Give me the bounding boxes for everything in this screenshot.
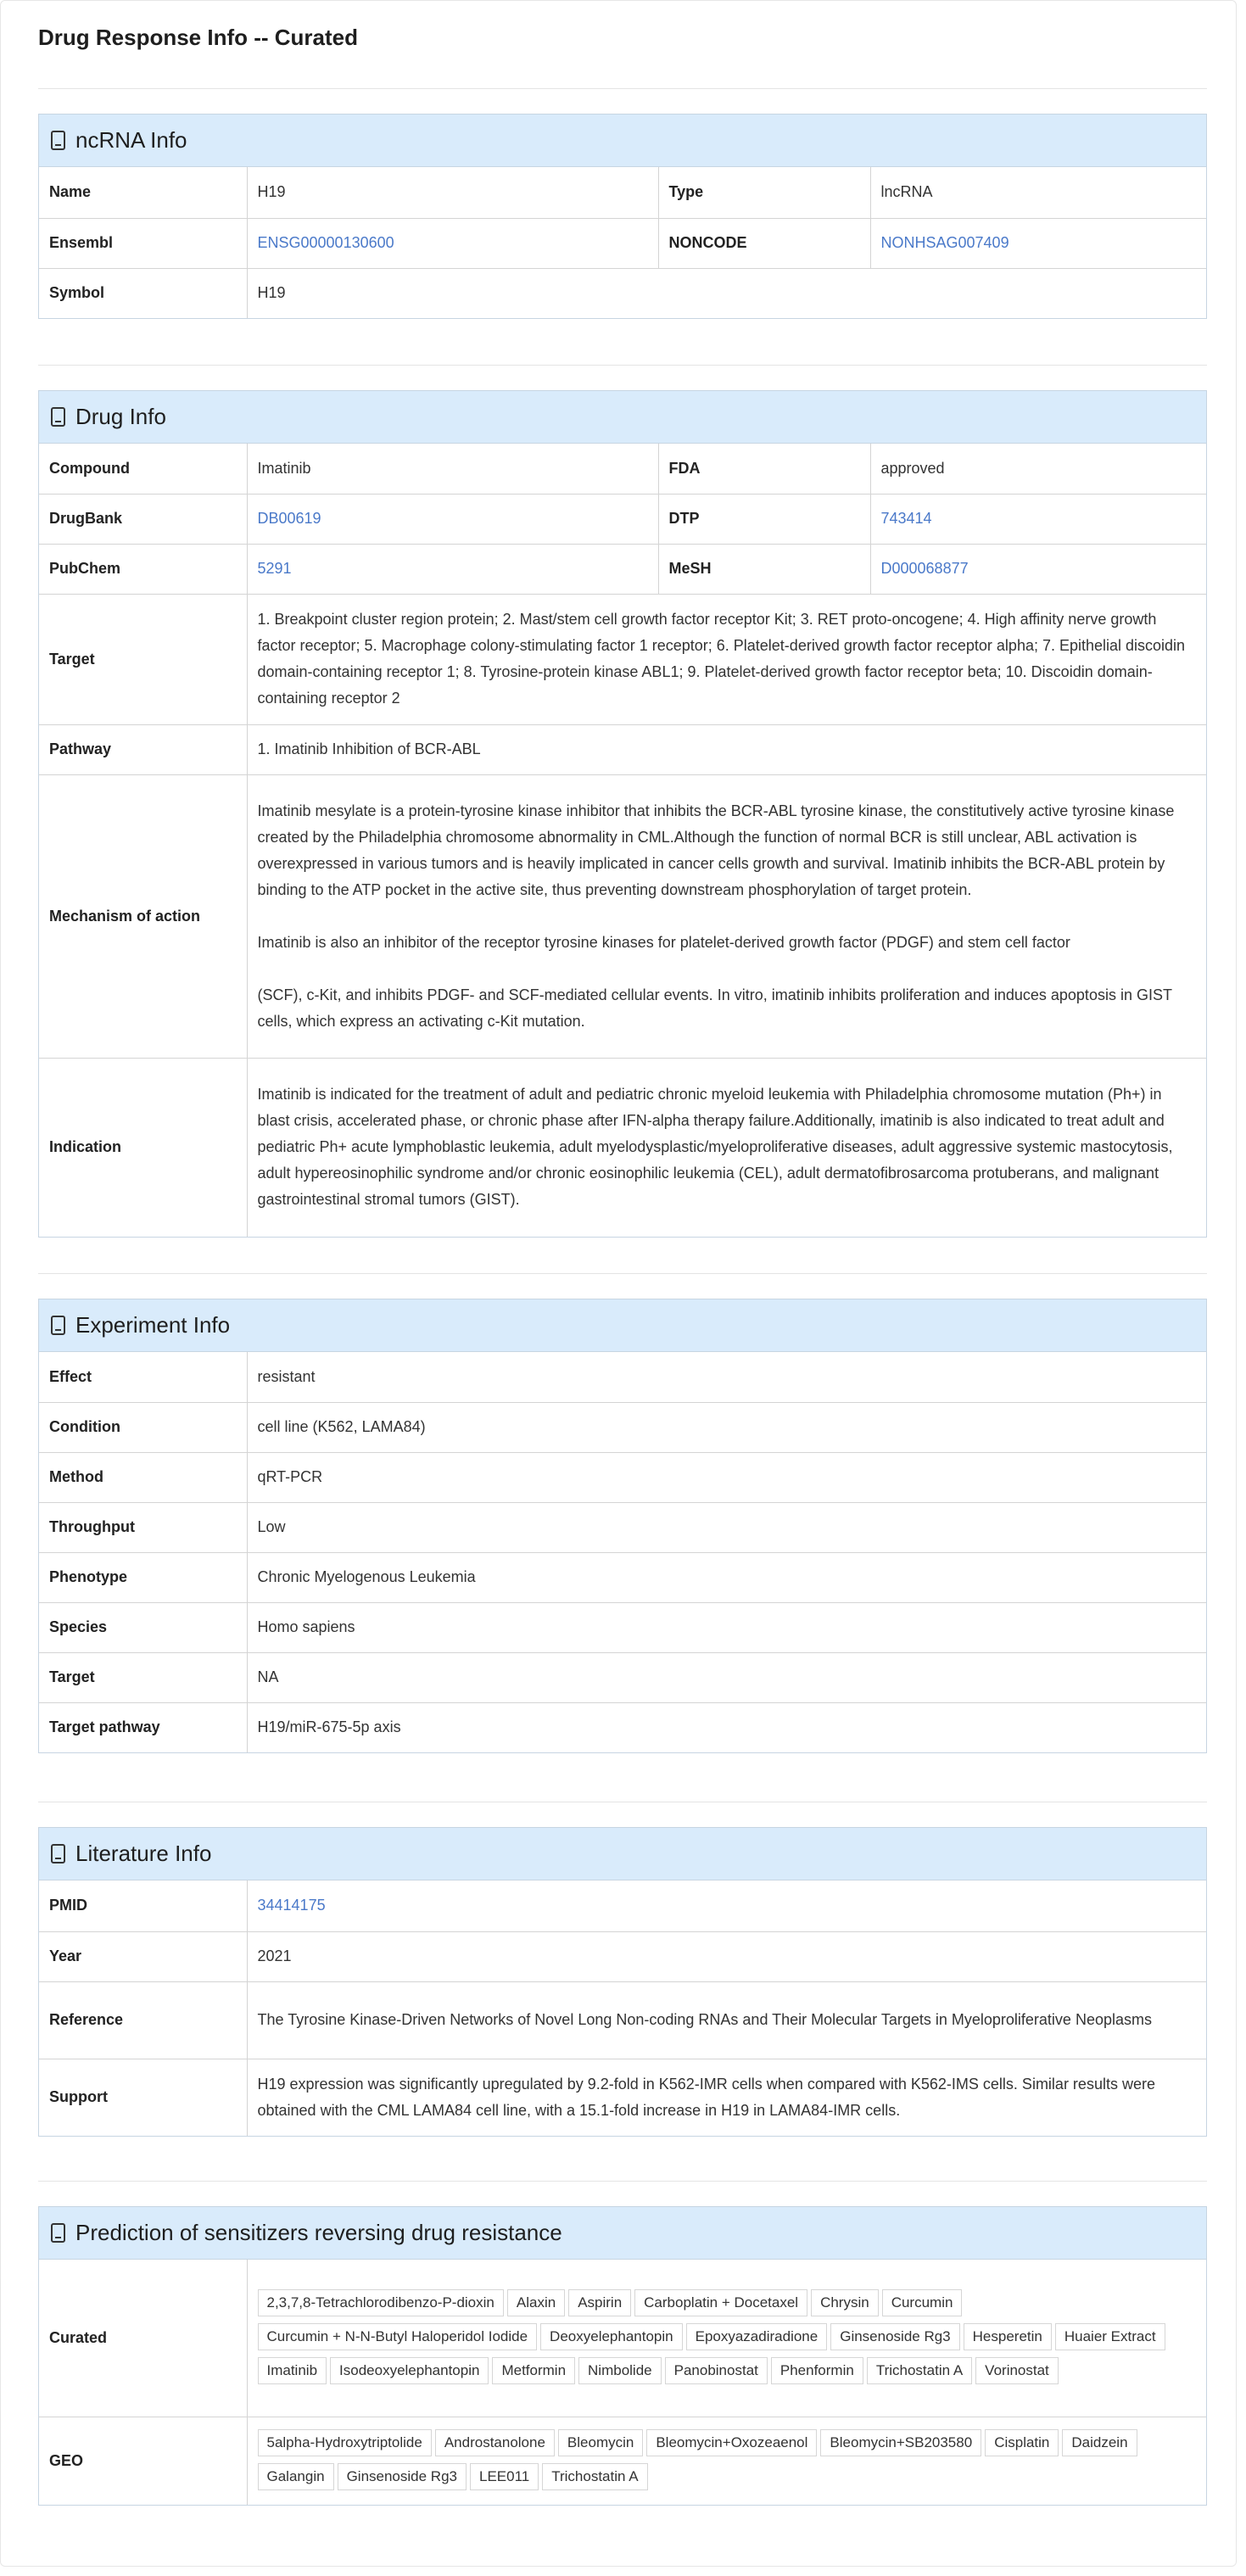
curated-compound-chip[interactable]: Epoxyazadiradione (686, 2323, 828, 2350)
indication-value: Imatinib is indicated for the treatment of adult and pediatric chronic myeloid leukemia with Philadelphia chromosome mutation (Ph+) in blast crisis, accelerated phase, or chronic phase after IFN-alpha therapy failure.Additionally, imatinib is also indicated to treat adult and pediatric Ph+ acute lymphoblastic leukemia, adult myelodysplastic/myeloproliferative diseases, adult aggressive systemic mastocytosis, adult hypereosinophilic syndrome and/or chronic eosinophilic leukemia (CEL), adult dermatofibrosarcoma protuberans, and malignant gastrointestinal stromal tumors (GIST). (247, 1058, 1206, 1237)
literature-info-section (38, 1827, 1207, 2137)
ncrna-info-section (38, 114, 1207, 319)
geo-compound-chip[interactable]: Trichostatin A (542, 2463, 647, 2490)
curated-compound-chip[interactable]: Phenformin (771, 2357, 863, 2384)
noncode-link[interactable]: NONHSAG007409 (880, 234, 1009, 251)
literature-info-table (39, 1880, 1206, 2136)
drug-info-title: Drug Info (75, 404, 166, 429)
geo-compound-chip[interactable]: LEE011 (470, 2463, 539, 2490)
geo-compound-chip[interactable]: Bleomycin+Oxozeaenol (646, 2429, 817, 2456)
prediction-table (39, 2260, 1206, 2505)
condition-label: Condition (39, 1402, 247, 1452)
method-label: Method (39, 1452, 247, 1502)
curated-compound-chip[interactable]: Curcumin + N-N-Butyl Haloperidol Iodide (258, 2323, 538, 2350)
document-icon (51, 2223, 65, 2243)
geo-compound-chip[interactable]: Bleomycin (558, 2429, 643, 2456)
drug-info-section (38, 390, 1207, 1238)
curated-compound-chip[interactable]: Isodeoxyelephantopin (330, 2357, 489, 2384)
compound-label: Compound (39, 444, 247, 494)
target-pathway-label: Target pathway (39, 1702, 247, 1752)
reference-value: The Tyrosine Kinase-Driven Networks of Novel Long Non-coding RNAs and Their Molecular Targets in Myeloproliferative Neoplasms (247, 1981, 1206, 2059)
experiment-info-header (39, 1299, 1206, 1352)
effect-label: Effect (39, 1352, 247, 1402)
mesh-link[interactable]: D000068877 (880, 560, 969, 577)
literature-info-header (39, 1828, 1206, 1880)
ncrna-info-table (39, 167, 1206, 318)
literature-info-title: Literature Info (75, 1841, 212, 1866)
geo-chip-list (247, 2417, 1206, 2505)
name-label: Name (39, 167, 247, 218)
geo-compound-chip[interactable]: Ginsenoside Rg3 (338, 2463, 467, 2490)
curated-compound-chip[interactable]: Panobinostat (665, 2357, 768, 2384)
effect-value: resistant (247, 1352, 1206, 1402)
curated-compound-chip[interactable]: Deoxyelephantopin (540, 2323, 683, 2350)
curated-compound-chip[interactable]: Aspirin (568, 2289, 631, 2316)
ncrna-info-title: ncRNA Info (75, 127, 187, 153)
mesh-label: MeSH (658, 544, 870, 594)
document-icon (51, 131, 65, 150)
pubchem-link[interactable]: 5291 (257, 560, 292, 577)
reference-label: Reference (39, 1981, 247, 2059)
phenotype-value: Chronic Myelogenous Leukemia (247, 1552, 1206, 1602)
curated-compound-chip[interactable]: Metformin (492, 2357, 575, 2384)
geo-compound-chip[interactable]: Bleomycin+SB203580 (820, 2429, 981, 2456)
drugbank-link[interactable]: DB00619 (257, 510, 321, 527)
target-pathway-value: H19/miR-675-5p axis (247, 1702, 1206, 1752)
drugbank-label: DrugBank (39, 494, 247, 544)
curated-compound-chip[interactable]: Chrysin (811, 2289, 879, 2316)
geo-compound-chip[interactable]: Daidzein (1062, 2429, 1137, 2456)
symbol-label: Symbol (39, 268, 247, 318)
geo-compound-chip[interactable]: Androstanolone (435, 2429, 555, 2456)
species-label: Species (39, 1602, 247, 1652)
curated-compound-chip[interactable]: Ginsenoside Rg3 (830, 2323, 959, 2350)
curated-chip-list (247, 2260, 1206, 2417)
ensembl-label: Ensembl (39, 218, 247, 268)
curated-compound-chip[interactable]: 2,3,7,8-Tetrachlorodibenzo-P-dioxin (258, 2289, 504, 2316)
fda-value: approved (870, 444, 1206, 494)
mechanism-paragraph-1: Imatinib mesylate is a protein-tyrosine kinase inhibitor that inhibits the BCR-ABL tyrosine kinase, the constitutively active tyrosine kinase created by the Philadelphia chromosome abnormality in CML.Although the function of normal BCR is still unclear, ABL activation is overexpressed in various tumors and is heavily implicated in cancer cells growth and survival. Imatinib inhibits the BCR-ABL protein by binding to the ATP pocket in the active site, thus preventing downstream phosphorylation of target protein. (257, 802, 1175, 898)
name-value: H19 (247, 167, 658, 218)
condition-value: cell line (K562, LAMA84) (247, 1402, 1206, 1452)
divider (38, 365, 1207, 366)
experiment-info-section (38, 1299, 1207, 1753)
prediction-section (38, 2206, 1207, 2506)
ensembl-link[interactable]: ENSG00000130600 (257, 234, 394, 251)
curated-compound-chip[interactable]: Curcumin (882, 2289, 963, 2316)
type-label: Type (658, 167, 870, 218)
pathway-value: 1. Imatinib Inhibition of BCR-ABL (247, 724, 1206, 774)
geo-compound-chip[interactable]: 5alpha-Hydroxytriptolide (258, 2429, 432, 2456)
pubchem-label: PubChem (39, 544, 247, 594)
curated-compound-chip[interactable]: Huaier Extract (1055, 2323, 1165, 2350)
mechanism-label: Mechanism of action (39, 774, 247, 1058)
pmid-link[interactable]: 34414175 (257, 1897, 326, 1914)
page-title: Drug Response Info -- Curated (38, 25, 359, 50)
geo-compound-chip[interactable]: Galangin (258, 2463, 334, 2490)
target-value: 1. Breakpoint cluster region protein; 2. Mast/stem cell growth factor receptor Kit; 3. RET proto-oncogene; 4. High affinity nerve growth factor receptor; 5. Macrophage colony-stimulating factor 1 receptor; 6. Platelet-derived growth factor receptor alpha; 7. Epithelial discoidin domain-containing receptor 1; 8. Tyrosine-protein kinase ABL1; 9. Platelet-derived growth factor receptor beta; 10. Discoidin domain-containing receptor 2 (247, 594, 1206, 724)
compound-value: Imatinib (247, 444, 658, 494)
indication-label: Indication (39, 1058, 247, 1237)
curated-compound-chip[interactable]: Vorinostat (975, 2357, 1059, 2384)
species-value: Homo sapiens (247, 1602, 1206, 1652)
noncode-label: NONCODE (658, 218, 870, 268)
prediction-title: Prediction of sensitizers reversing drug resistance (75, 2220, 562, 2245)
method-value: qRT-PCR (247, 1452, 1206, 1502)
experiment-info-title: Experiment Info (75, 1312, 231, 1338)
phenotype-label: Phenotype (39, 1552, 247, 1602)
mechanism-paragraph-3: (SCF), c-Kit, and inhibits PDGF- and SCF-mediated cellular events. In vitro, imatinib inhibits proliferation and induces apoptosis in GIST cells, which express an activating c-Kit mutation. (257, 986, 1172, 1030)
year-label: Year (39, 1931, 247, 1981)
type-value: lncRNA (870, 167, 1206, 218)
throughput-value: Low (247, 1502, 1206, 1552)
support-label: Support (39, 2059, 247, 2136)
year-value: 2021 (247, 1931, 1206, 1981)
experiment-target-label: Target (39, 1652, 247, 1702)
mechanism-value (247, 774, 1206, 1058)
document-icon (51, 1316, 65, 1335)
throughput-label: Throughput (39, 1502, 247, 1552)
geo-compound-chip[interactable]: Cisplatin (985, 2429, 1059, 2456)
prediction-header (39, 2207, 1206, 2260)
curated-compound-chip[interactable]: Nimbolide (578, 2357, 662, 2384)
curated-compound-chip[interactable]: Hesperetin (964, 2323, 1052, 2350)
curated-compound-chip[interactable]: Carboplatin + Docetaxel (634, 2289, 807, 2316)
experiment-target-value: NA (247, 1652, 1206, 1702)
target-label: Target (39, 594, 247, 724)
geo-label: GEO (39, 2417, 247, 2505)
curated-compound-chip[interactable]: Imatinib (258, 2357, 327, 2384)
ncrna-info-header (39, 115, 1206, 167)
dtp-link[interactable]: 743414 (880, 510, 932, 527)
support-value: H19 expression was significantly upregulated by 9.2-fold in K562-IMR cells when compared with K562-IMS cells. Similar results were obtained with the CML LAMA84 cell line, with a 15.1-fold increase in H19 in LAMA84-IMR cells. (247, 2059, 1206, 2136)
divider (38, 1273, 1207, 1274)
mechanism-paragraph-2: Imatinib is also an inhibitor of the receptor tyrosine kinases for platelet-derived growth factor (PDGF) and stem cell factor (257, 933, 1070, 951)
curated-compound-chip[interactable]: Alaxin (507, 2289, 565, 2316)
document-icon (51, 407, 65, 427)
experiment-info-table (39, 1352, 1206, 1752)
symbol-value: H19 (247, 268, 1206, 318)
divider (38, 2181, 1207, 2182)
pmid-label: PMID (39, 1880, 247, 1931)
curated-label: Curated (39, 2260, 247, 2417)
drug-info-table (39, 444, 1206, 1237)
divider (38, 88, 1207, 89)
pathway-label: Pathway (39, 724, 247, 774)
document-icon (51, 1844, 65, 1864)
dtp-label: DTP (658, 494, 870, 544)
fda-label: FDA (658, 444, 870, 494)
drug-info-header (39, 391, 1206, 444)
curated-compound-chip[interactable]: Trichostatin A (867, 2357, 972, 2384)
